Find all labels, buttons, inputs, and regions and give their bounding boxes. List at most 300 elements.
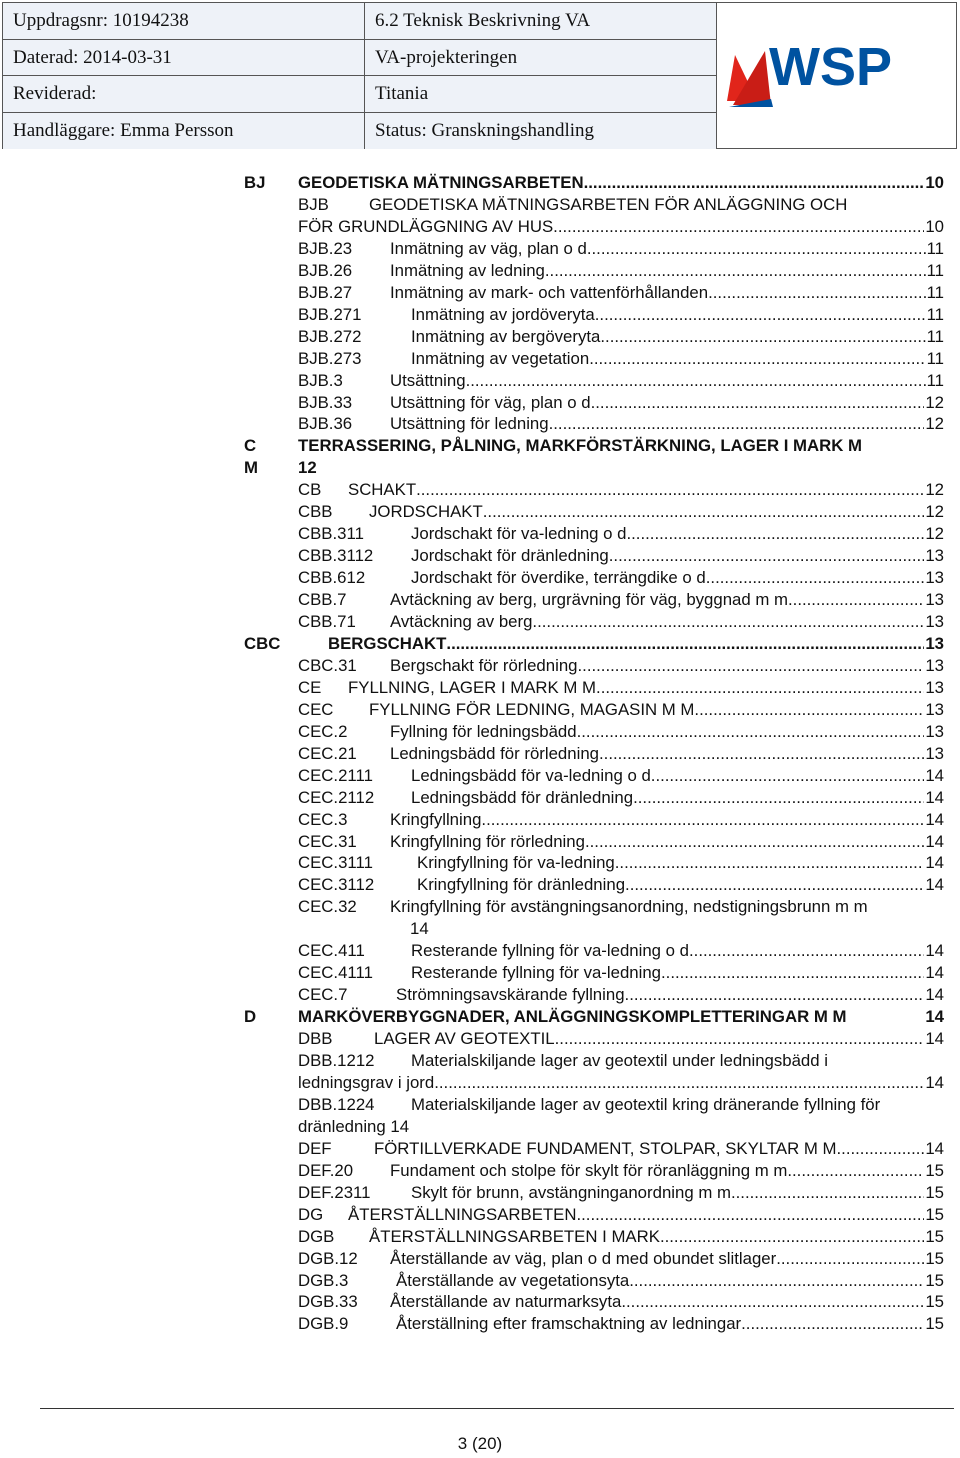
toc-entry[interactable] — [0, 457, 960, 479]
toc-entry[interactable] — [0, 809, 960, 831]
toc-code: BJB.273 — [298, 348, 362, 368]
toc-title: Inmätning av jordöveryta — [411, 304, 595, 324]
toc-line — [298, 787, 944, 809]
toc-entry[interactable] — [0, 1226, 960, 1248]
toc-page-number: 14 — [925, 853, 944, 873]
toc-code: CEC.2111 — [298, 765, 373, 785]
toc-entry[interactable] — [0, 194, 960, 216]
toc-line — [298, 1116, 944, 1138]
toc-line — [298, 435, 944, 457]
toc-title: Ledningsbädd för dränledning — [411, 787, 634, 807]
toc-entry[interactable] — [0, 831, 960, 853]
toc-code: BJB.3 — [298, 370, 343, 390]
toc-leader-dots — [625, 874, 924, 896]
toc-line — [298, 348, 944, 370]
toc-line — [298, 874, 944, 896]
reviderad: Reviderad: — [3, 76, 364, 113]
toc-title: Inmätning av väg, plan o d — [390, 238, 587, 258]
toc-entry[interactable] — [0, 1160, 960, 1182]
toc-title: Resterande fyllning för va-ledning — [411, 963, 661, 983]
toc-entry[interactable] — [0, 326, 960, 348]
toc-leader-dots — [651, 765, 925, 787]
toc-entry[interactable] — [0, 721, 960, 743]
place-name: Titania — [365, 76, 716, 113]
toc-title: Kringfyllning för rörledning — [390, 831, 585, 851]
toc-title: Inmätning av mark- och vattenförhållanden — [390, 282, 709, 302]
toc-title: SCHAKT — [348, 480, 417, 500]
toc-leader-dots — [545, 260, 926, 282]
toc-code: CEC.21 — [298, 743, 357, 763]
toc-code: DGB.12 — [298, 1248, 358, 1268]
toc-leader-dots — [591, 392, 925, 414]
toc-leader-dots — [731, 1182, 924, 1204]
toc-code: CEC.31 — [298, 831, 357, 851]
toc-code: CBC.31 — [298, 655, 357, 675]
toc-line — [298, 304, 944, 326]
toc-line — [298, 523, 944, 545]
toc-code: CEC.2 — [298, 721, 348, 741]
toc-page-number: 15 — [925, 1248, 944, 1268]
toc-code: DG — [298, 1204, 324, 1224]
toc-entry[interactable] — [0, 392, 960, 414]
toc-page-number: 12 — [925, 502, 944, 522]
toc-page-number: 14 — [925, 1007, 944, 1027]
toc-line — [298, 282, 944, 304]
page-number: 3 (20) — [457, 1434, 503, 1453]
toc-leader-dots — [416, 479, 924, 501]
toc-entry[interactable] — [0, 435, 960, 457]
toc-title: Återställande av väg, plan o d med obundet slitlager — [390, 1248, 777, 1268]
toc-line — [298, 370, 944, 392]
toc-line — [298, 457, 944, 479]
toc-page-number: 13 — [925, 546, 944, 566]
toc-title: Strömningsavskärande fyllning — [396, 985, 625, 1005]
toc-entry[interactable] — [0, 260, 960, 282]
toc-code: CB — [298, 480, 322, 500]
toc-leader-dots — [626, 523, 924, 545]
toc-title: Avtäckning av berg — [390, 612, 533, 631]
toc-line — [298, 216, 944, 238]
toc-entry[interactable] — [0, 1072, 960, 1094]
document-title: 6.2 Teknisk Beskrivning VA — [365, 3, 716, 40]
toc-entry[interactable] — [0, 852, 960, 874]
toc-leader-dots — [578, 655, 925, 677]
toc-page-number: 13 — [925, 655, 944, 675]
toc-page-number: 14 — [925, 765, 944, 785]
toc-code: BJB.271 — [298, 304, 362, 324]
toc-page-number: 11 — [926, 260, 944, 280]
toc-code: BJB.33 — [298, 392, 353, 412]
toc-leader-dots — [615, 852, 925, 874]
toc-entry[interactable] — [0, 1138, 960, 1160]
toc-page-number: 14 — [925, 963, 944, 983]
toc-title: Återställande av vegetationsyta — [396, 1270, 630, 1290]
toc-code: CEC.4111 — [298, 963, 373, 983]
logo-text: WSP — [769, 41, 893, 97]
toc-leader-dots — [741, 1313, 924, 1335]
toc-page-number: 14 — [925, 787, 944, 807]
toc-title: Jordschakt för va-ledning o d — [411, 524, 627, 544]
toc-title: Inmätning av bergöveryta — [411, 326, 601, 346]
toc-line — [298, 1226, 944, 1248]
toc-code: DGB — [298, 1226, 335, 1246]
toc-title: ÅTERSTÄLLNINGSARBETEN I MARK — [369, 1226, 660, 1246]
toc-page-number: 14 — [925, 985, 944, 1005]
toc-leader-dots — [434, 1072, 924, 1094]
toc-entry[interactable] — [0, 501, 960, 523]
toc-code: DEF — [298, 1138, 332, 1158]
toc-line — [298, 194, 944, 216]
toc-leader-dots — [621, 1291, 924, 1313]
toc-leader-dots — [577, 721, 925, 743]
toc-line — [298, 589, 944, 611]
toc-line — [298, 1204, 944, 1226]
toc-code: BJB — [298, 194, 329, 214]
toc-title: Ledningsbädd för va-ledning o d — [411, 765, 651, 785]
toc-page-number: 11 — [926, 238, 944, 258]
toc-title: TERRASSERING, PÅLNING, MARKFÖRSTÄRKNING, LAGER I MARK M — [298, 436, 863, 456]
toc-page-number: 14 — [925, 831, 944, 851]
toc-title: LAGER AV GEOTEXTIL — [374, 1029, 555, 1049]
toc-entry[interactable] — [0, 874, 960, 896]
toc-title: Utsättning — [390, 370, 466, 390]
toc-code: CBB.71 — [298, 612, 356, 631]
toc-leader-dots — [576, 1204, 924, 1226]
toc-page-number: 14 — [925, 1072, 944, 1092]
toc-entry[interactable] — [0, 348, 960, 370]
toc-entry[interactable] — [0, 787, 960, 809]
toc-title: Inmätning av vegetation — [411, 348, 590, 368]
toc-title: FYLLNING FÖR LEDNING, MAGASIN M M — [369, 699, 695, 719]
toc-entry[interactable] — [0, 216, 960, 238]
toc-line — [298, 260, 944, 282]
toc-leader-dots — [788, 589, 924, 611]
toc-line — [298, 238, 944, 260]
toc-line — [298, 984, 944, 1006]
toc-entry[interactable] — [0, 370, 960, 392]
toc-code: CBB.7 — [298, 590, 347, 610]
toc-entry[interactable] — [0, 1028, 960, 1050]
toc-code: DGB.9 — [298, 1314, 349, 1334]
toc-code: BJB.27 — [298, 282, 353, 302]
toc-page-number: 12 — [925, 480, 944, 500]
toc-title: Skylt för brunn, avstängninganordning m m — [411, 1182, 731, 1202]
toc-code: DEF.20 — [298, 1160, 354, 1180]
toc-code: CEC.3111 — [298, 853, 373, 873]
toc-line — [298, 896, 944, 918]
toc-line — [298, 809, 944, 831]
toc-title: Fundament och stolpe för skylt för röranläggning m m — [390, 1160, 788, 1180]
toc-title: Kringfyllning för dränledning — [417, 875, 626, 895]
toc-page-number: 10 — [925, 173, 944, 192]
toc-entry[interactable] — [0, 699, 960, 721]
toc-page-number: 15 — [925, 1270, 944, 1290]
toc-leader-dots — [689, 940, 924, 962]
toc-entry[interactable] — [0, 172, 960, 194]
toc-leader-dots — [553, 216, 924, 238]
toc-title: BERGSCHAKT — [328, 633, 447, 653]
toc-code: CEC.7 — [298, 985, 348, 1005]
toc-entry[interactable] — [0, 282, 960, 304]
toc-line — [298, 1248, 944, 1270]
toc-code: CBB.311 — [298, 524, 364, 544]
toc-page-number: 15 — [925, 1182, 944, 1202]
toc-title: JORDSCHAKT — [369, 502, 483, 522]
toc-entry[interactable] — [0, 940, 960, 962]
toc-leader-dots — [587, 238, 926, 260]
toc-leader-dots — [694, 699, 924, 721]
toc-leader-dots — [585, 831, 924, 853]
toc-leader-dots — [660, 1226, 924, 1248]
toc-code: CEC.2112 — [298, 787, 375, 807]
toc-page-number: 10 — [925, 216, 944, 236]
toc-leader-dots — [708, 282, 925, 304]
toc-section-letter: CBC — [244, 633, 281, 653]
header-logo-column — [717, 3, 956, 148]
toc-entry[interactable] — [0, 545, 960, 567]
toc-leader-dots — [483, 501, 925, 523]
toc-line — [298, 831, 944, 853]
toc-entry[interactable] — [0, 1204, 960, 1226]
toc-page-number: 11 — [926, 282, 944, 302]
toc-leader-dots — [446, 633, 924, 655]
toc-title: Materialskiljande lager av geotextil kring dränerande fyllning för — [411, 1094, 881, 1114]
toc-leader-dots — [625, 984, 925, 1006]
toc-entry[interactable] — [0, 1248, 960, 1270]
toc-code: CEC — [298, 699, 334, 719]
toc-entry[interactable] — [0, 1006, 960, 1028]
toc-page-number: 13 — [925, 743, 944, 763]
toc-line — [298, 743, 944, 765]
toc-code: BJB.23 — [298, 238, 353, 258]
toc-line — [298, 721, 944, 743]
toc-title: Kringfyllning — [390, 809, 482, 829]
toc-line — [298, 699, 944, 721]
toc-entry[interactable] — [0, 567, 960, 589]
toc-leader-dots — [466, 370, 926, 392]
toc-line — [298, 501, 944, 523]
toc-leader-dots — [706, 567, 925, 589]
toc-title: Återställning efter framschaktning av ledningar — [396, 1314, 742, 1334]
toc-line — [298, 1094, 944, 1116]
toc-entry[interactable] — [0, 1116, 960, 1138]
toc-title: 14 — [410, 919, 429, 939]
toc-leader-dots — [481, 809, 924, 831]
toc-line — [298, 1072, 944, 1094]
toc-title: Inmätning av ledning — [390, 260, 545, 280]
toc-entry[interactable] — [0, 589, 960, 611]
toc-line — [298, 852, 944, 874]
toc-title: Jordschakt för dränledning — [411, 546, 609, 566]
toc-entry[interactable] — [0, 611, 960, 633]
toc-line — [298, 326, 944, 348]
toc-title: Resterande fyllning för va-ledning o d — [411, 941, 689, 961]
toc-page-number: 14 — [925, 875, 944, 895]
toc-entry[interactable] — [0, 1094, 960, 1116]
toc-code: DBB.1224 — [298, 1094, 375, 1114]
toc-page-number: 15 — [925, 1292, 944, 1312]
toc-line — [298, 479, 944, 501]
toc-title: ledningsgrav i jord — [298, 1072, 435, 1092]
toc-code: BJB.26 — [298, 260, 353, 280]
toc-page-number: 12 — [925, 392, 944, 412]
toc-page-number: 15 — [925, 1204, 944, 1224]
toc-code: CBB.3112 — [298, 546, 374, 566]
toc-entry[interactable] — [0, 765, 960, 787]
toc-code: BJB.272 — [298, 326, 362, 346]
toc-entry[interactable] — [0, 896, 960, 918]
toc-leader-dots — [661, 962, 924, 984]
toc-title: 12 — [298, 458, 317, 478]
toc-line — [298, 962, 944, 984]
toc-title: GEODETISKA MÄTNINGSARBETEN FÖR ANLÄGGNING OCH — [369, 194, 848, 214]
toc-entry[interactable] — [0, 918, 960, 940]
toc-line — [298, 1182, 944, 1204]
toc-title: MARKÖVERBYGGNADER, ANLÄGGNINGSKOMPLETTERINGAR M M — [298, 1007, 847, 1027]
header-left-column — [3, 3, 365, 148]
toc-title: dränledning 14 — [298, 1116, 410, 1136]
toc-line — [298, 1313, 944, 1335]
toc-leader-dots — [532, 611, 924, 633]
toc-title: GEODETISKA MÄTNINGSARBETEN — [298, 173, 584, 192]
toc-page-number: 13 — [925, 699, 944, 719]
toc-line — [298, 1006, 944, 1028]
toc-page-number: 11 — [926, 304, 944, 324]
toc-page-number: 14 — [925, 1029, 944, 1049]
toc-code: CE — [298, 677, 322, 697]
handlaggare: Handläggare: Emma Persson — [3, 113, 364, 150]
toc-entry[interactable] — [0, 413, 960, 435]
toc-entry[interactable] — [0, 238, 960, 260]
toc-leader-dots — [629, 1270, 924, 1292]
toc-page-number: 14 — [925, 1138, 944, 1158]
toc-code: BJB.36 — [298, 414, 353, 434]
toc-line — [298, 1270, 944, 1292]
toc-page-number: 15 — [925, 1226, 944, 1246]
wsp-logo — [727, 41, 927, 111]
toc-title: Kringfyllning för avstängningsanordning, nedstigningsbrunn m m — [390, 897, 868, 917]
toc-title: Materialskiljande lager av geotextil under ledningsbädd i — [411, 1051, 828, 1070]
toc-code: CEC.3112 — [298, 875, 375, 895]
toc-leader-dots — [787, 1160, 924, 1182]
toc-title: Bergschakt för rörledning — [390, 655, 578, 675]
toc-page-number: 11 — [926, 370, 944, 390]
daterad: Daterad: 2014-03-31 — [3, 40, 364, 77]
toc-entry[interactable] — [0, 984, 960, 1006]
toc-page-number: 13 — [925, 590, 944, 610]
toc-page-number: 13 — [925, 612, 944, 631]
toc-section-letter: M — [244, 458, 258, 478]
toc-page-number: 13 — [925, 721, 944, 741]
toc-entry[interactable] — [0, 1270, 960, 1292]
toc-line — [298, 413, 944, 435]
toc-code: CEC.411 — [298, 941, 365, 961]
toc-title: Jordschakt för överdike, terrängdike o d — [411, 568, 706, 588]
toc-line — [298, 172, 944, 194]
toc-leader-dots — [549, 413, 925, 435]
toc-page-number: 13 — [925, 568, 944, 588]
toc-code: DBB.1212 — [298, 1051, 375, 1070]
toc-line — [298, 940, 944, 962]
toc-entry[interactable] — [0, 677, 960, 699]
toc-entry[interactable] — [0, 962, 960, 984]
toc-line — [298, 655, 944, 677]
toc-line — [298, 765, 944, 787]
toc-title: FÖR GRUNDLÄGGNING AV HUS — [298, 216, 554, 236]
toc-line — [298, 567, 944, 589]
toc-leader-dots — [599, 743, 924, 765]
toc-page-number: 13 — [925, 633, 944, 653]
toc-code: CEC.32 — [298, 897, 357, 917]
toc-page-number: 15 — [925, 1314, 944, 1334]
toc-section-letter: BJ — [244, 173, 266, 192]
toc-title: Utsättning för ledning — [390, 414, 549, 434]
toc-title: Kringfyllning för va-ledning — [417, 853, 615, 873]
toc-page-number: 11 — [926, 326, 944, 346]
toc-line — [298, 1160, 944, 1182]
toc-entry[interactable] — [0, 1050, 960, 1072]
toc-page-number: 12 — [925, 524, 944, 544]
status: Status: Granskningshandling — [365, 113, 716, 150]
toc-line — [298, 1050, 944, 1072]
toc-entry[interactable] — [0, 479, 960, 501]
header-middle-column — [365, 3, 717, 148]
toc-leader-dots — [837, 1138, 925, 1160]
toc-line — [298, 918, 944, 940]
toc-entry[interactable] — [0, 743, 960, 765]
toc-line — [298, 633, 944, 655]
toc-line — [298, 392, 944, 414]
toc-code: DEF.2311 — [298, 1182, 371, 1202]
toc-entry[interactable] — [0, 633, 960, 655]
toc-code: DBB — [298, 1029, 333, 1049]
toc-leader-dots — [555, 1028, 925, 1050]
toc-entry[interactable] — [0, 304, 960, 326]
toc-code: CBB — [298, 502, 333, 522]
toc-title: Återställande av naturmarksyta — [390, 1292, 622, 1312]
toc-entry[interactable] — [0, 655, 960, 677]
toc-leader-dots — [633, 787, 924, 809]
toc-code: CEC.3 — [298, 809, 348, 829]
toc-leader-dots — [776, 1248, 924, 1270]
toc-entry[interactable] — [0, 523, 960, 545]
toc-title: Utsättning för väg, plan o d — [390, 392, 591, 412]
footer-divider — [40, 1408, 954, 1409]
toc-leader-dots — [609, 545, 925, 567]
toc-page-number: 11 — [926, 348, 944, 368]
toc-code: CBB.612 — [298, 568, 366, 588]
toc-line — [298, 545, 944, 567]
toc-line — [298, 611, 944, 633]
uppdragsnr: Uppdragsnr: 10194238 — [3, 3, 364, 40]
toc-section-letter: D — [244, 1007, 257, 1027]
toc-title: FÖRTILLVERKADE FUNDAMENT, STOLPAR, SKYLTAR M M — [374, 1138, 837, 1158]
toc-leader-dots — [589, 348, 925, 370]
toc-line — [298, 677, 944, 699]
toc-entry[interactable] — [0, 1313, 960, 1335]
toc-page-number: 13 — [925, 677, 944, 697]
project-name: VA-projekteringen — [365, 40, 716, 77]
toc-title: Fyllning för ledningsbädd — [390, 721, 577, 741]
toc-leader-dots — [596, 677, 924, 699]
toc-entry[interactable] — [0, 1182, 960, 1204]
toc-entry[interactable] — [0, 1291, 960, 1313]
toc-code: DGB.3 — [298, 1270, 349, 1290]
toc-leader-dots — [595, 304, 926, 326]
document-header — [2, 2, 957, 149]
toc-page-number: 15 — [925, 1160, 944, 1180]
toc-line — [298, 1291, 944, 1313]
